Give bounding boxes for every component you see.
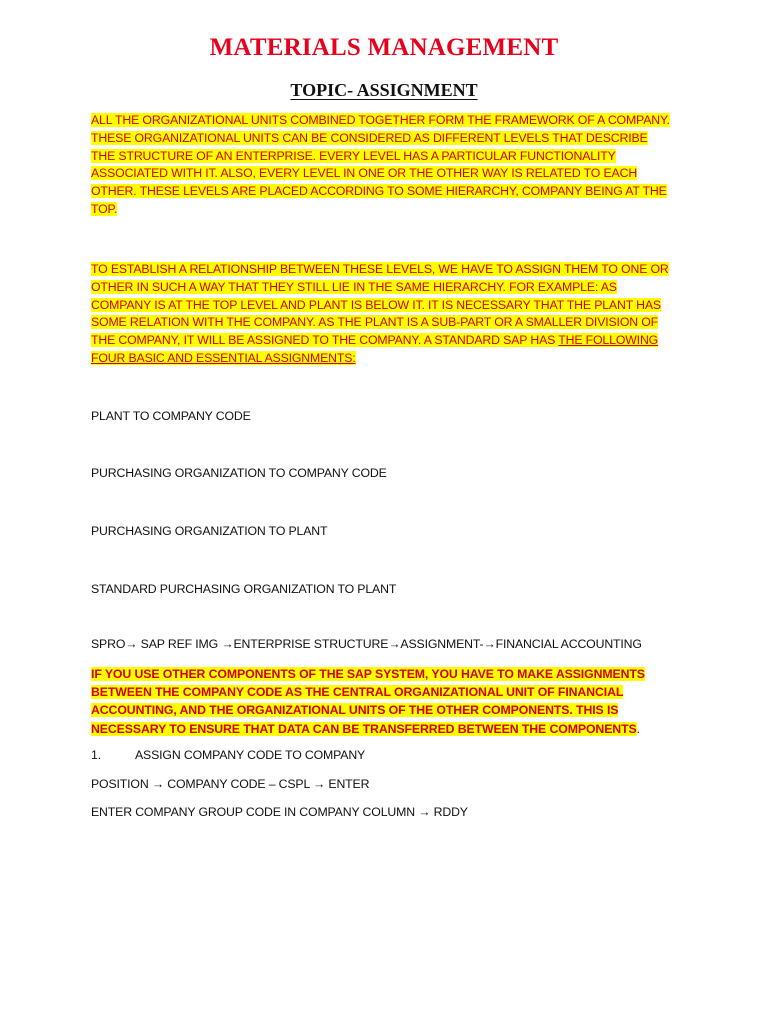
assignment-item: STANDARD PURCHASING ORGANIZATION TO PLANT [91,582,397,596]
subtitle-text: TOPIC- ASSIGNMENT [290,80,478,100]
relationship-paragraph-text: TO ESTABLISH A RELATIONSHIP BETWEEN THESE LEVELS, WE HAVE TO ASSIGN THEM TO ONE OR OTHER IN SUCH A WAY THAT THEY STILL LIE IN THE SAME HIERARCHY. FOR EXAMPLE: AS COMPANY IS AT THE TOP LEVEL AND PLANT IS BELOW IT. IT IS NECESSARY THAT THE PLANT HAS SOME RELATION WITH THE COMPANY. AS THE PLANT IS A SUB-PART OR A SMALLER DIVISION OF THE COMPANY, IT WILL BE ASSIGNED TO THE COMPANY. A STANDARD SAP HAS [91,262,669,348]
intro-paragraph [91,112,671,219]
assignment-item: PLANT TO COMPANY CODE [91,409,251,423]
relationship-paragraph-underlined: THE FOLLOWING FOUR BASIC AND ESSENTIAL ASSIGNMENTS: [91,333,659,365]
note-paragraph-text: IF YOU USE OTHER COMPONENTS OF THE SAP SYSTEM, YOU HAVE TO MAKE ASSIGNMENTS BETWEEN THE COMPANY CODE AS THE CENTRAL ORGANIZATIONAL UNIT OF FINANCIAL ACCOUNTING, AND THE ORGANIZATIONAL UNITS OF THE OTHER COMPONENTS. THIS IS NECESSARY TO ENSURE THAT DATA CAN BE TRANSFERRED BETWEEN THE COMPONENTS [91,667,645,736]
step-1-position: POSITION → COMPANY CODE – CSPL → ENTER [91,777,370,791]
note-paragraph-end: . [636,721,640,736]
assignment-item: PURCHASING ORGANIZATION TO PLANT [91,524,328,538]
relationship-paragraph [91,261,671,368]
step-1-enter: ENTER COMPANY GROUP CODE IN COMPANY COLUMN → RDDY [91,805,468,819]
step-1 [91,748,691,762]
step-1-number: 1. [91,748,101,762]
document-subtitle [0,80,768,101]
note-paragraph [91,665,671,738]
intro-paragraph-text: ALL THE ORGANIZATIONAL UNITS COMBINED TOGETHER FORM THE FRAMEWORK OF A COMPANY. THESE ORGANIZATIONAL UNITS CAN BE CONSIDERED AS DIFFERENT LEVELS THAT DESCRIBE THE STRUCTURE OF AN ENTERPRISE. EVERY LEVEL HAS A PARTICULAR FUNCTIONALITY ASSOCIATED WITH IT. ALSO, EVERY LEVEL IN ONE OR THE OTHER WAY IS RELATED TO EACH OTHER. THESE LEVELS ARE PLACED ACCORDING TO SOME HIERARCHY, COMPANY BEING AT THE TOP. [91,113,670,216]
step-1-text: ASSIGN COMPANY CODE TO COMPANY [135,748,366,762]
assignment-item: PURCHASING ORGANIZATION TO COMPANY CODE [91,466,387,480]
menu-path: SPRO→ SAP REF IMG →ENTERPRISE STRUCTURE→ASSIGNMENT-→FINANCIAL ACCOUNTING [91,637,642,651]
document-title: MATERIALS MANAGEMENT [209,34,559,61]
